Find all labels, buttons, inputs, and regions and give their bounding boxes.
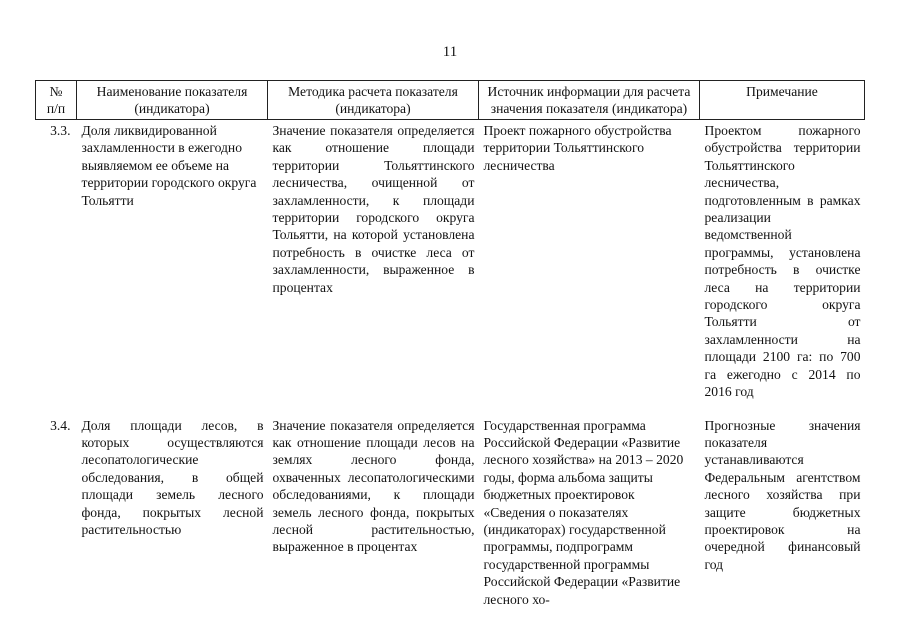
header-name: Наименование показателя (индикатора) <box>77 81 268 120</box>
row-source: Проект пожарного обустройства территории Тольяттинского лесничества <box>483 123 672 173</box>
table-header-row <box>36 81 865 120</box>
header-num: № п/п <box>36 81 77 120</box>
page-number: 11 <box>442 44 458 60</box>
table-row <box>36 120 865 415</box>
row-name: Доля ликвидированной захламленности в ежегодно выявляемом ее объеме на территории городского округа Тольятти <box>81 123 257 208</box>
row-method: Значение показателя определяется как отношение площади лесов на землях лесного фонда, охваченных лесопатологическими обследованиями, к площади земель лесного фонда, покрытых лесной растительностью, выраженное в процентах <box>272 417 475 555</box>
header-note: Примечание <box>700 81 865 120</box>
row-name: Доля площади лесов, в которых осуществляются лесопатологические обследования, в общей площади земель лесного фонда, покрытых лесной растительностью <box>81 417 264 537</box>
row-num: 3.3. <box>50 123 71 138</box>
row-source: Государственная программа Российской Федерации «Развитие лесного хозяйства» на 2013 – 2020 годы, форма альбома защиты бюджетных проектировок «Сведения о показателях (индикаторах) государственной программы, подпрограмм государственной программы Российской Федерации «Развитие лесного хо- <box>483 417 684 607</box>
row-note: Проектом пожарного обустройства территории Тольяттинского лесничества, подготовленным в рамках реализации ведомственной программы, установлена потребность в очистке леса на территории городского округа Тольятти от захламленности на площади 2100 га: по 700 га ежегодно с 2014 по 2016 год <box>704 123 861 400</box>
header-method: Методика расчета показателя (индикатора) <box>268 81 479 120</box>
row-method: Значение показателя определяется как отношение площади территории Тольяттинского лесничества, очищенной от захламленности, к площади территории городского округа Тольятти, на которой установлена потребность в очистке леса от захламленности, выраженное в процентах <box>272 123 475 295</box>
header-source: Источник информации для расчета значения показателя (индикатора) <box>479 81 700 120</box>
row-note: Прогнозные значения показателя устанавливаются Федеральным агентством лесного хозяйства при защите бюджетных проектировок на очередной финансовый год <box>704 417 861 572</box>
table-row <box>36 415 865 622</box>
row-num: 3.4. <box>50 417 71 433</box>
indicators-table <box>35 80 865 622</box>
